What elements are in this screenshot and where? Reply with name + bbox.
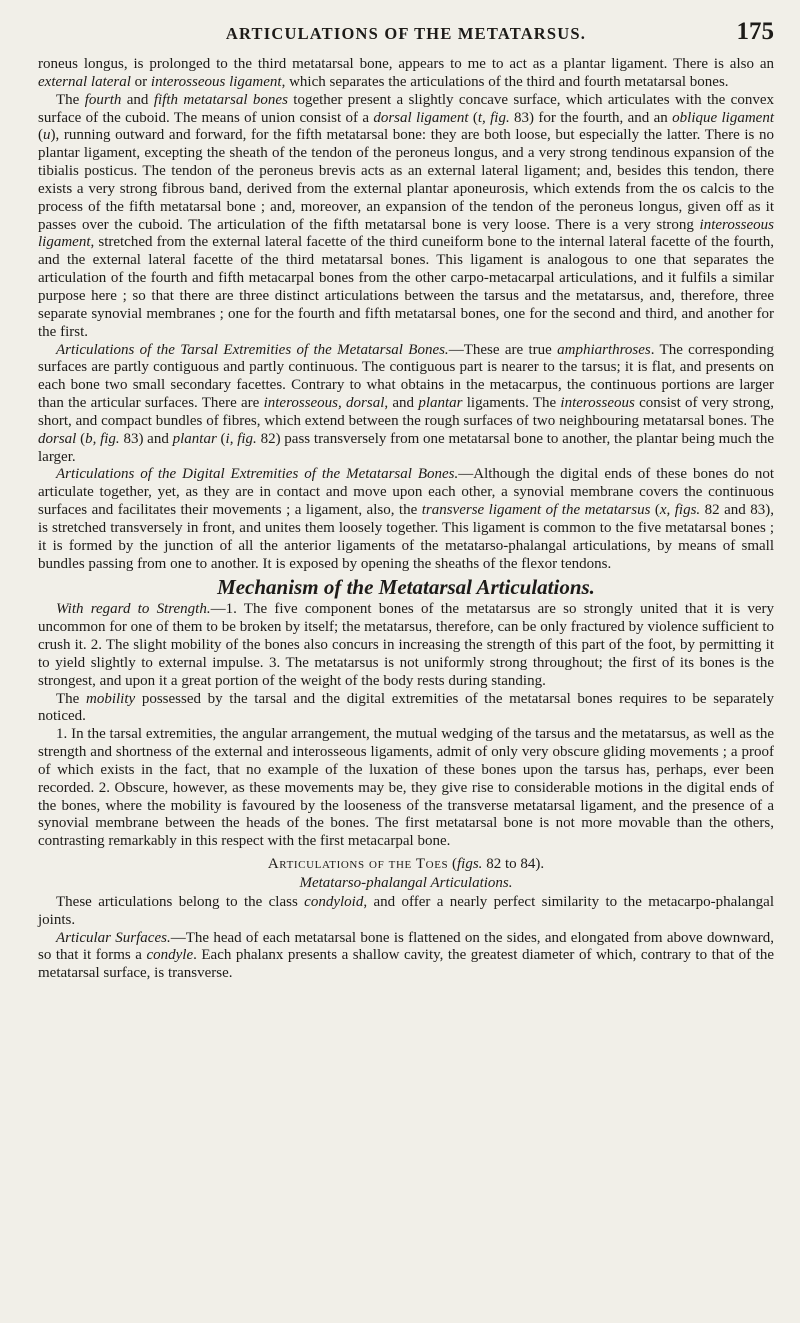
text-run: ( [468,109,478,126]
text-run: 83) for the fourth, and an [509,109,673,126]
text-run: ( [38,127,43,144]
text-run: possessed by the tarsal and the digital extremities of the metatarsal bones requires to be separately noticed. [38,690,774,725]
italic-run: mobility [85,690,136,707]
text-run: ( [216,430,226,447]
text-run: The [56,91,85,108]
paragraph [38,466,774,573]
italic-run: x, figs. [659,502,701,519]
italic-run: plantar [418,395,463,412]
text-run: or [130,73,151,90]
subheading-open: ( [448,856,457,873]
text-run: —These are true [448,341,558,358]
italic-run: dorsal ligament [373,109,469,126]
text-run: together present a slightly concave surface, which articulates with the convex surface of the cuboid. The means of union consist of a [38,91,774,126]
running-title: ARTICULATIONS OF THE METATARSUS. [225,24,587,43]
paragraph [38,930,774,984]
text-run: —Although the digital ends of these bones do not articulate together, yet, as they are in contact and move upon each other, a synovial membrane covers the continuous surfaces and facilitates their movements ; a ligament, also, the [38,466,774,519]
text-run: , and offer a nearly perfect similarity to the metacarpo-phalangal joints. [38,893,774,928]
paragraph [38,92,774,342]
italic-run: oblique ligament [672,109,774,126]
italic-run: interosseous ligament [150,73,282,90]
text-run: , stretched from the external lateral facette of the third cuneiform bone to the internal lateral facette of the fourth, and the external lateral facette of the third metatarsal bones. This ligament is analogous to one that separates the articulation of the fourth and fifth metacarpal bones from the other carpo-metacarpal articulations, and it fulfils a similar purpose here ; so that there are three distinct articulations between the tarsus and the metatarsus, and, therefore, three separate synovial membranes ; one for the fourth and fifth metatarsal bones, one for the second and third, and another for the first. [38,234,774,340]
text-run: ligaments. The [462,395,561,412]
italic-run: dorsal [38,430,77,447]
subheading-caps: Articulations of the Toes [267,856,449,873]
paragraph [38,894,774,930]
text-run: 82 and 83), is stretched transversely in front, and unites them loosely together. This ligament is common to the five metatarsal bones ; it is formed by the junction of all the anterior ligaments of the metatarso-phalangal articulations, by means of small bundles passing from one to another. It is exposed by opening the sheaths of the flexor tendons. [38,502,774,572]
running-head [38,16,774,56]
paragraph [38,342,774,467]
text-run: 83) and [119,430,173,447]
italic-run: condyloid [304,893,364,910]
text-run: and [121,91,154,108]
italic-run: With regard to Strength. [56,601,211,618]
italic-run: Articulations of the Digital Extremities of the Metatarsal Bones. [56,466,459,483]
italic-run: i, fig. [225,430,257,447]
italic-run: b, fig. [85,430,120,447]
italic-run: external lateral [38,73,131,90]
subheading-figs: figs. [457,856,483,873]
italic-run: interosseous ligament [38,216,774,251]
italic-run: interosseous, dorsal [263,395,385,412]
text-run: , which separates the articulations of the third and fourth metatarsal bones. [281,73,729,90]
text-run: —The head of each metatarsal bone is flattened on the sides, and elongated from above downward, so that it forms a [38,929,775,964]
text-run: 1. In the tarsal extremities, the angular arrangement, the mutual wedging of the tarsus and the metatarsus, as well as the strength and shortness of the external and interosseous ligaments, admit of only very obscure gliding movements ; a proof of which exists in the fact, that no example of the luxation of these bones upon the tarsus has, perhaps, ever been recorded. 2. Obscure, however, as these movements may be, they give rise to considerable motions in the digital ends of the bones, where the mobility is favoured by the looseness of the transverse metatarsal ligament, and the presence of a synovial membrane between the heads of the bones. The first metatarsal bone is not more movable than the others, contrasting remarkably in this respect with the first metacarpal bone. [38,726,774,850]
text-run: . Each phalanx presents a shallow cavity, the greatest diameter of which, contrary to that of the metatarsal surface, is transverse. [38,947,774,982]
section-heading: Mechanism of the Metatarsal Articulations. [217,575,595,600]
paragraph [38,601,774,690]
text-run: . The corresponding surfaces are partly contiguous and partly continuous. The contiguous part is nearer to the tarsus; it is flat, and presents on each bone two small secondary facettes. Contrary to what obtains in the metacarpus, the continuous portions are larger than the articular surfaces. There are [38,341,774,412]
text-run: , and [384,395,419,412]
italic-run: fifth metatarsal bones [153,91,288,108]
italic-run: u [43,127,51,144]
italic-run: condyle [146,947,194,964]
italic-run: Articulations of the Tarsal Extremities of the Metatarsal Bones. [56,341,449,358]
text-run: roneus longus, is prolonged to the third metatarsal bone, appears to me to act as a plantar ligament. There is also an [38,56,774,72]
text-run: ), running outward and forward, for the fifth metatarsal bone: they are both loose, but especially the latter. There is no plantar ligament, excepting the sheath of the tendon of the peroneus longus, and a very strong tendinous expansion of the tibialis posticus. The tendon of the peroneus brevis acts as an external lateral ligament; and, besides this tendon, there exists a very strong fibrous band, derived from the external plantar aponeurosis, which extends from the os calcis to the process of the fifth metatarsal bone ; and, moreover, an expansion of the tendon of the peroneus longus, given off as it passes over the cuboid. The articulation of the fifth metatarsal bone is very loose. There is a very strong [38,127,774,233]
page-number: 175 [736,18,774,45]
text-run: ( [650,502,660,519]
paragraph [38,726,774,851]
text-run: The [56,690,86,707]
italic-run: amphiarthroses [557,341,651,358]
italic-run: Articular Surfaces. [56,929,171,946]
italic-run: interosseous [560,395,635,412]
italic-run: transverse ligament of the metatarsus [421,502,651,519]
subheading-rest: 82 to 84). [482,856,545,873]
paragraph [38,691,774,727]
italic-run: fourth [84,91,122,108]
text-run: ( [76,430,86,447]
italic-run: plantar [172,430,217,447]
paragraph [38,56,774,92]
text-run: —1. The five component bones of the metatarsus are so strongly united that it is very uncommon for one of them to be broken by itself; the metatarsus, therefore, can be only fractured by violence sufficient to crush it. 2. The slight mobility of the bones also concurs in increasing the strength of this part of the foot, by permitting it to yield slightly to external impulse. 3. The metatarsus is not uniformly strong throughout; the first of its bones is the strongest, and upon it a great portion of the weight of the body rests during standing. [38,601,774,689]
text-run: consist of very strong, short, and compact bundles of fibres, which extend between the rough surfaces of two neighbouring metatarsal bones. The [38,395,774,429]
text-run: 82) pass transversely from one metatarsal bone to another, the plantar being much the larger. [38,430,774,465]
italic-run: t, fig. [477,109,510,126]
body-text [38,56,774,983]
text-run: These articulations belong to the class [56,893,305,910]
subsubheading: Metatarso-phalangal Articulations. [299,874,513,891]
subheading [38,856,774,874]
